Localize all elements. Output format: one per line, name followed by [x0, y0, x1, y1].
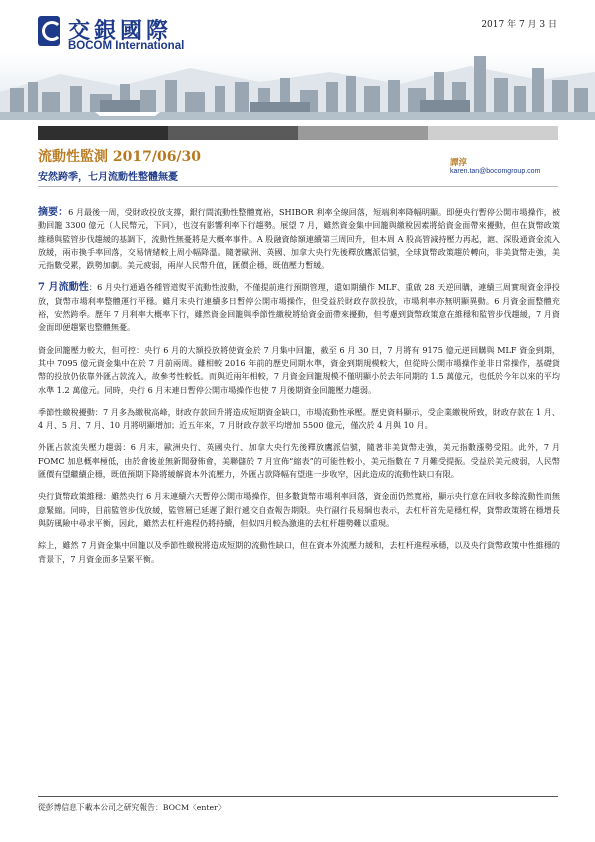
paragraph-text: 資金回籠壓力較大，但可控：央行 6 月的大額投放將使資金於 7 月集中回籠，截至 6 月 30 日，7 月將有 9175 億元逆回購與 MLF 資金到期，其中 7095 億元資金集中在於 7 月前兩周。雖相較 2016 年前的歷史同期水準，資金到期規模較大，但從時公開市場操作並非日常操作，基礎貨幣的投放仍依靠外匯占款流入，故參考性較低。而與近兩年相較，7 月資金回籠規模不僅明顯小於去年同期的 1.5 萬億元，也低於今年以來的平均水準 1.2 萬億元。同時，央行 6 月末連日暫停公開市場操作也使 7 月後期資金回籠壓力趨弱。 — [38, 344, 560, 395]
footer-bloomberg-note: 從彭博信息下載本公司之研究報告：BOCM〈enter〉 — [38, 803, 226, 812]
report-date: 2017 年 7 月 3 日 — [481, 20, 557, 30]
skyline-banner-image — [0, 52, 595, 120]
logo-chinese-name: 交銀國際 — [68, 18, 173, 44]
paragraph-summary — [38, 206, 560, 272]
paragraph-conclusion — [38, 539, 560, 566]
paragraph-seasonal-tax — [38, 406, 560, 433]
report-subtitle: 安然跨季，七月流動性整體無憂 — [38, 172, 178, 183]
paragraph-fund-withdrawal — [38, 344, 560, 397]
paragraph-july-liquidity — [38, 281, 560, 334]
title-divider — [38, 186, 558, 187]
color-bar-2 — [168, 126, 298, 140]
paragraph-monetary-policy — [38, 490, 560, 530]
author-name: 譚淳 — [450, 158, 468, 168]
paragraph-lead: 7 月流動性 — [38, 282, 89, 294]
header-color-bars — [38, 126, 558, 140]
paragraph-text: 綜上，雖然 7 月資金集中回籠以及季節性繳稅將造成短期的流動性缺口，但在資本外流壓力緩和，去杠杆進程承穩，以及央行貨幣政策中性維穩的背景下，7 月資金面多呈緊平衡。 — [38, 540, 560, 564]
color-bar-1 — [38, 126, 168, 140]
report-body — [38, 206, 560, 575]
logo-english-name: BOCOM International — [68, 40, 185, 52]
paragraph-text: ：6 月央行通過各種管道熨平流動性波動，不僅提前進行預期管理，還如期續作 MLF、重啟 28 天逆回購，連續三周實現資金淨投放，貨幣市場利率整體運行平穩。雖月末央行連續多日暫停公開市場操作，但受益於財政存款投放，市場利率亦無明顯異動。6 月資金面整體充裕，安然跨季。歷年 7 月利率大概率下行，雖然資金回籠與季節性繳稅將給資金面帶來擾動，但考慮到貨幣政策意在維穩和監管步伐趨緩，7 月資金面即便趨緊也整體無憂。 — [38, 282, 560, 333]
footer-divider — [38, 796, 558, 797]
paragraph-lead: 摘要： — [38, 207, 69, 218]
author-email-link[interactable]: karen.tan@bocomgroup.com — [450, 168, 541, 175]
paragraph-text: 外匯占款流失壓力趨弱：6 月末，歐洲央行、英國央行、加拿大央行先後釋放鷹派信號，隨著非美貨幣走強，美元指數漲勢受阻。此外，7 月 FOMC 加息概率極低，由於會後並無新聞發佈會，美聯儲於 7 月宣佈“縮表”的可能性較小，美元指數在 7 月難受提振。受益於美元疲弱，人民幣匯價有望繼續企穩，既值預期下降將緩解資本外流壓力，外匯占款降幅有望進一步收窄，因此造成的流動性缺口有限。 — [38, 442, 560, 480]
color-bar-4 — [428, 126, 558, 140]
paragraph-text: 央行貨幣政策維穩：雖然央行 6 月末連續六天暫停公開市場操作，但多數貨幣市場利率回落，資金面仍然寬裕，顯示央行意在回收多餘流動性而無意緊縮。同時，目前監管步伐放緩，監管層已延遲了銀行遞交自查報告期限。央行副行長易綱也表示，去杠杆首先是穩杠桿，貨幣政策將在穩增長與防風險中尋求平衡，因此，雖然去杠杆進程仍將持續，但似四月較為激進的去杠杆趨勢難以重現。 — [38, 491, 560, 528]
report-title: 流動性監測 2017/06/30 — [38, 149, 202, 165]
logo-icon — [38, 16, 60, 46]
paragraph-fx-outflow — [38, 441, 560, 481]
paragraph-text: 6 月最後一周，受財政投放支撐，銀行間流動性整體寬裕，SHIBOR 利率全線回落，短端利率降幅明顯。即便央行暫停公開市場操作，被動回籠 3300 億元（人民幣元，下同），也沒有影響利率下行趨勢。展望 7 月，雖然資金集中回籠與繳稅因素將給資金面帶來擾動，但在貨幣政策維穩與監管步伐趨緩的基調下，流動性無憂將是大概率事件。A 股融資餘額連續第三周回升，但本周 A 股高管減持壓力再起，滬、深股通資金流入放緩，兩市換手率回落，交易情緒較上周小幅降溫。隨著歐洲、英國、加拿大央行先後釋放鷹派信號，全球貨幣政策趨於轉向，非美貨幣走強，美元指數受累，跌勢加劇。美元疲弱，兩岸人民幣升值，匯價企穩，既值壓力暫緩。 — [38, 207, 561, 271]
color-bar-3 — [298, 126, 428, 140]
paragraph-text: 季節性繳稅擾動：7 月多為繳稅高峰，財政存款回升將造成短期資金缺口，市場流動性承壓。歷史資料顯示，受企業繳稅所致，財政存款在 1 月、4 月、5 月、7 月、10 月將明顯增加；近五年來，7 月財政存款平均增加 5500 億元，僅次於 4 月與 10 月。 — [38, 406, 560, 431]
